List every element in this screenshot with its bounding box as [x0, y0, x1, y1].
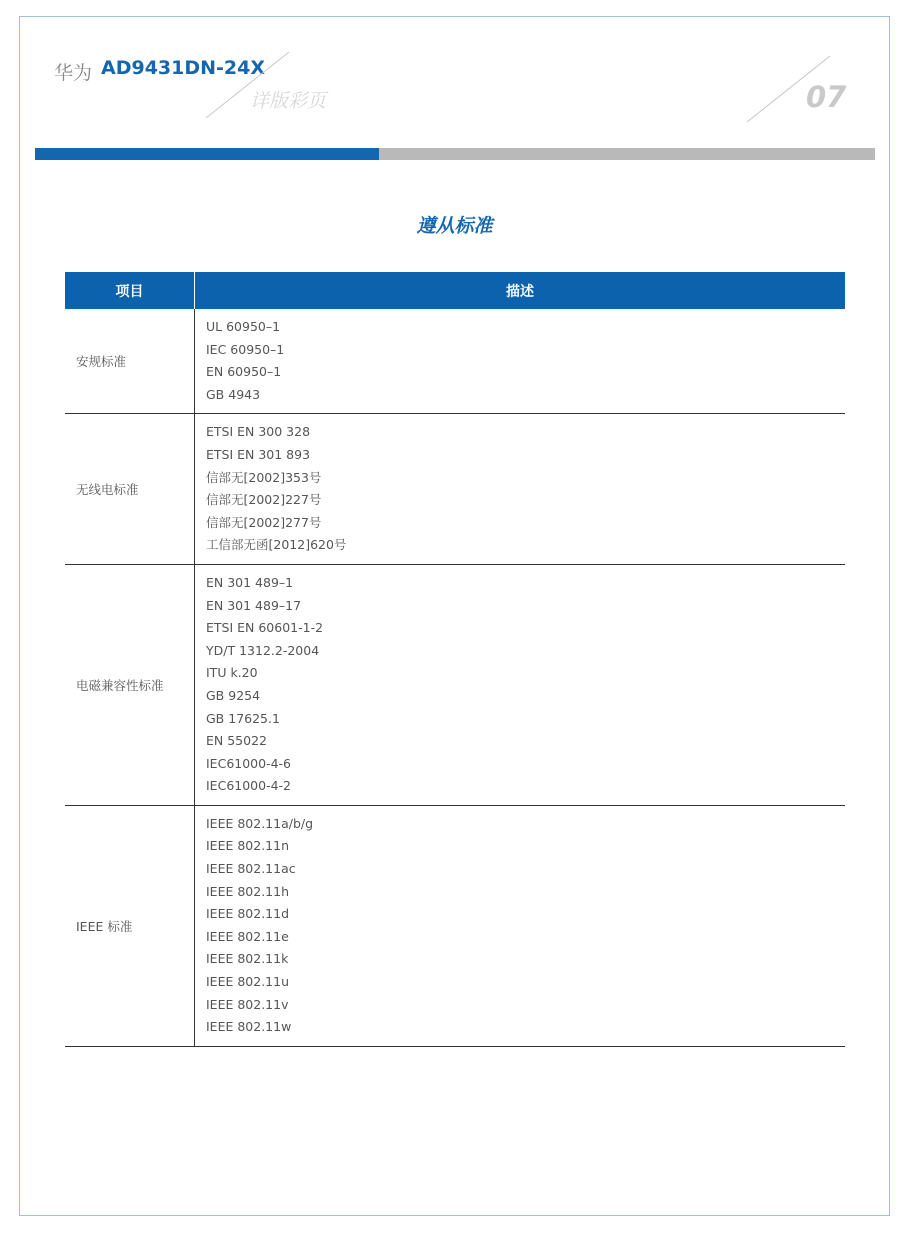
standard-item: GB 17625.1	[206, 710, 280, 726]
standard-item: IEEE 802.11ac	[206, 861, 296, 877]
standard-item: UL 60950–1	[206, 319, 281, 334]
table-row	[65, 805, 845, 1046]
standard-list	[195, 414, 846, 565]
standard-item: IEEE 802.11a/b/g	[206, 815, 314, 831]
table-row	[65, 309, 845, 414]
table-row	[65, 564, 845, 805]
standard-list	[195, 309, 846, 414]
standard-category: 电磁兼容性标准	[65, 564, 195, 805]
standard-item: IEEE 802.11v	[206, 996, 289, 1012]
standard-item: IEEE 802.11d	[206, 906, 290, 922]
standard-item: IEEE 802.11h	[206, 883, 290, 899]
section-title: 遵从标准	[416, 215, 493, 237]
standard-list	[195, 805, 846, 1046]
standard-item: 信部无[2002]353号	[206, 469, 322, 485]
standard-item: EN 301 489–17	[206, 597, 302, 613]
standard-item: EN 301 489–1	[206, 574, 294, 590]
standard-item: ITU k.20	[206, 665, 258, 681]
standard-item: EN 55022	[206, 733, 267, 749]
standard-list	[195, 564, 846, 805]
standard-item: IEEE 802.11e	[206, 928, 289, 944]
brochure-subtitle: 详版彩页	[250, 90, 327, 112]
table-row	[65, 414, 845, 565]
header-decoration	[0, 0, 909, 170]
header-slash-right	[747, 56, 830, 122]
standard-item: GB 9254	[206, 687, 261, 703]
column-header-item: 项目	[65, 272, 195, 309]
compliance-table	[65, 272, 845, 1047]
standard-category: 无线电标准	[65, 414, 195, 565]
standard-item: 信部无[2002]277号	[206, 514, 322, 530]
table-header-row	[65, 272, 845, 309]
standard-item: ETSI EN 60601-1-2	[206, 620, 324, 636]
header-slash-left	[206, 52, 289, 118]
page-number: 07	[806, 80, 847, 114]
standard-item: ETSI EN 301 893	[206, 446, 311, 462]
standard-item: IEEE 802.11k	[206, 951, 289, 967]
table-body	[65, 309, 845, 1046]
product-model: AD9431DN-24X	[101, 57, 266, 79]
header-bar-accent	[35, 148, 379, 160]
standard-item: IEC61000-4-2	[206, 778, 292, 794]
header-bar-neutral	[379, 148, 875, 160]
standard-item: IEEE 802.11n	[206, 838, 290, 854]
standard-item: IEEE 802.11w	[206, 1019, 292, 1035]
standard-item: GB 4943	[206, 386, 261, 402]
standard-category: 安规标准	[65, 309, 195, 414]
standard-item: IEEE 802.11u	[206, 974, 290, 990]
standard-item: YD/T 1312.2-2004	[206, 642, 320, 658]
column-header-description: 描述	[195, 272, 846, 309]
standard-category: IEEE 标准	[65, 805, 195, 1046]
brand-prefix: 华为	[54, 62, 93, 84]
standard-item: 工信部无函[2012]620号	[206, 537, 347, 553]
standard-item: 信部无[2002]227号	[206, 492, 322, 508]
standard-item: IEC 60950–1	[206, 341, 285, 357]
standard-item: ETSI EN 300 328	[206, 424, 311, 440]
standard-item: EN 60950–1	[206, 364, 282, 380]
standard-item: IEC61000-4-6	[206, 755, 292, 771]
